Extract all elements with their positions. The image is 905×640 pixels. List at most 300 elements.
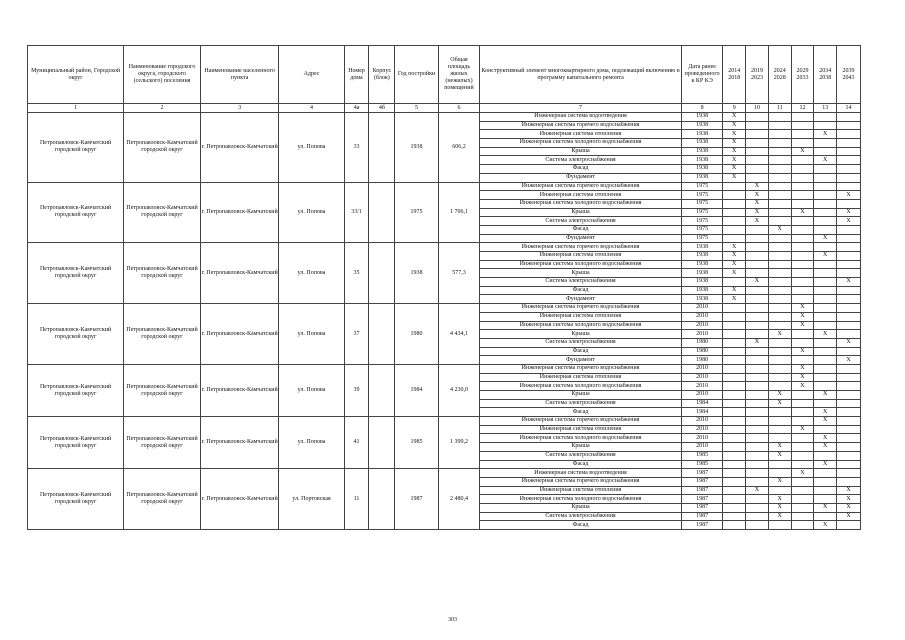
period-mark-cell: X <box>814 391 837 400</box>
locality-cell: г. Петропавловск-Камчатский <box>200 113 279 183</box>
settlement-cell: Петропавловск-Камчатский городской округ <box>124 417 201 469</box>
period-mark-cell: X <box>746 191 769 200</box>
period-mark-cell <box>837 139 861 148</box>
table-row <box>28 182 861 191</box>
element-cell: Крыша <box>480 443 682 452</box>
element-cell: Фасад <box>480 286 682 295</box>
period-mark-cell <box>837 382 861 391</box>
prev-repair-year-cell: 1980 <box>681 338 722 347</box>
period-mark-cell: X <box>791 321 814 330</box>
period-mark-cell <box>768 243 791 252</box>
period-mark-cell <box>814 399 837 408</box>
locality-cell: г. Петропавловск-Камчатский <box>200 364 279 416</box>
settlement-cell: Петропавловск-Камчатский городской округ <box>124 304 201 365</box>
header-locality: Наименование населенного пункта <box>200 46 279 104</box>
column-number: 5 <box>395 104 438 113</box>
period-mark-cell <box>746 286 769 295</box>
period-mark-cell: X <box>814 156 837 165</box>
area-cell: 2 480,4 <box>438 469 479 530</box>
house-cell: 37 <box>344 304 369 365</box>
period-mark-cell: X <box>837 512 861 521</box>
element-cell: Инженерная система отопления <box>480 252 682 261</box>
period-mark-cell <box>746 477 769 486</box>
prev-repair-year-cell: 2010 <box>681 373 722 382</box>
period-mark-cell <box>837 451 861 460</box>
element-cell: Инженерная система водоотведения <box>480 469 682 478</box>
header-element: Конструктивный элемент многоквартирного дома, подлежащий включению в программу капитального ремонта <box>480 46 682 104</box>
house-cell: 39 <box>344 364 369 416</box>
header-block: Корпус (блок) <box>369 46 395 104</box>
period-mark-cell <box>723 443 746 452</box>
element-cell: Инженерная система водоотведения <box>480 113 682 122</box>
period-mark-cell: X <box>723 260 746 269</box>
year-cell: 1985 <box>395 417 438 469</box>
period-mark-cell <box>791 503 814 512</box>
period-mark-cell <box>837 260 861 269</box>
period-mark-cell <box>746 364 769 373</box>
element-cell: Инженерная система горячего водоснабжения <box>480 182 682 191</box>
prev-repair-year-cell: 1975 <box>681 234 722 243</box>
block-cell <box>369 243 395 304</box>
period-mark-cell <box>768 486 791 495</box>
prev-repair-year-cell: 1938 <box>681 173 722 182</box>
period-mark-cell <box>814 512 837 521</box>
period-mark-cell <box>746 503 769 512</box>
period-mark-cell <box>814 113 837 122</box>
period-mark-cell <box>837 408 861 417</box>
period-mark-cell <box>837 182 861 191</box>
period-mark-cell <box>746 434 769 443</box>
district-cell: Петропавловск-Камчатский городской округ <box>28 417 124 469</box>
period-mark-cell <box>791 113 814 122</box>
period-mark-cell <box>723 312 746 321</box>
element-cell: Фасад <box>480 165 682 174</box>
period-mark-cell <box>746 356 769 365</box>
period-mark-cell <box>723 182 746 191</box>
period-mark-cell <box>791 434 814 443</box>
area-cell: 577,3 <box>438 243 479 304</box>
period-mark-cell <box>814 312 837 321</box>
district-cell: Петропавловск-Камчатский городской округ <box>28 243 124 304</box>
period-mark-cell: X <box>791 373 814 382</box>
period-mark-cell <box>837 113 861 122</box>
element-cell: Система электроснабжения <box>480 217 682 226</box>
period-mark-cell <box>768 199 791 208</box>
settlement-cell: Петропавловск-Камчатский городской округ <box>124 113 201 183</box>
period-mark-cell <box>814 304 837 313</box>
period-mark-cell: X <box>768 391 791 400</box>
period-mark-cell: X <box>814 521 837 530</box>
header-period: 2019 2023 <box>746 46 769 104</box>
period-mark-cell <box>791 295 814 304</box>
period-mark-cell: X <box>723 243 746 252</box>
period-mark-cell <box>791 260 814 269</box>
element-cell: Инженерная система холодного водоснабжения <box>480 434 682 443</box>
period-mark-cell <box>791 182 814 191</box>
period-mark-cell <box>723 434 746 443</box>
prev-repair-year-cell: 1975 <box>681 217 722 226</box>
period-mark-cell <box>837 312 861 321</box>
element-cell: Инженерная система холодного водоснабжения <box>480 199 682 208</box>
period-mark-cell <box>723 521 746 530</box>
period-mark-cell <box>814 477 837 486</box>
period-mark-cell: X <box>746 278 769 287</box>
period-mark-cell <box>723 408 746 417</box>
period-mark-cell <box>768 347 791 356</box>
period-mark-cell <box>814 495 837 504</box>
period-mark-cell <box>791 165 814 174</box>
column-number: 6 <box>438 104 479 113</box>
period-mark-cell: X <box>791 364 814 373</box>
prev-repair-year-cell: 2010 <box>681 443 722 452</box>
period-mark-cell <box>837 321 861 330</box>
period-mark-cell <box>746 347 769 356</box>
period-mark-cell <box>814 382 837 391</box>
period-mark-cell <box>768 260 791 269</box>
period-mark-cell <box>746 173 769 182</box>
period-mark-cell <box>791 121 814 130</box>
period-mark-cell <box>723 391 746 400</box>
period-mark-cell <box>746 495 769 504</box>
column-number: 14 <box>837 104 861 113</box>
period-mark-cell <box>837 477 861 486</box>
prev-repair-year-cell: 1938 <box>681 130 722 139</box>
element-cell: Система электроснабжения <box>480 451 682 460</box>
element-cell: Инженерная система отопления <box>480 486 682 495</box>
period-mark-cell <box>768 139 791 148</box>
period-mark-cell <box>746 225 769 234</box>
street-cell: ул. Попова <box>279 304 344 365</box>
period-mark-cell <box>814 139 837 148</box>
period-mark-cell <box>814 286 837 295</box>
area-cell: 4 434,1 <box>438 304 479 365</box>
period-mark-cell <box>814 208 837 217</box>
period-mark-cell: X <box>791 304 814 313</box>
prev-repair-year-cell: 1938 <box>681 139 722 148</box>
prev-repair-year-cell: 1975 <box>681 208 722 217</box>
period-mark-cell <box>723 199 746 208</box>
period-mark-cell: X <box>723 165 746 174</box>
period-mark-cell: X <box>746 208 769 217</box>
period-mark-cell <box>768 113 791 122</box>
district-cell: Петропавловск-Камчатский городской округ <box>28 182 124 243</box>
element-cell: Инженерная система горячего водоснабжения <box>480 364 682 373</box>
year-cell: 1938 <box>395 243 438 304</box>
period-mark-cell: X <box>837 338 861 347</box>
period-mark-cell <box>723 382 746 391</box>
prev-repair-year-cell: 1938 <box>681 295 722 304</box>
period-mark-cell <box>814 121 837 130</box>
prev-repair-year-cell: 1980 <box>681 356 722 365</box>
period-mark-cell <box>746 399 769 408</box>
period-mark-cell <box>791 512 814 521</box>
prev-repair-year-cell: 1975 <box>681 225 722 234</box>
period-mark-cell <box>768 165 791 174</box>
element-cell: Система электроснабжения <box>480 278 682 287</box>
period-mark-cell <box>746 382 769 391</box>
period-mark-cell <box>837 304 861 313</box>
period-mark-cell: X <box>791 347 814 356</box>
period-mark-cell <box>746 130 769 139</box>
period-mark-cell <box>814 191 837 200</box>
area-cell: 1 399,2 <box>438 417 479 469</box>
prev-repair-year-cell: 1987 <box>681 486 722 495</box>
period-mark-cell <box>814 182 837 191</box>
prev-repair-year-cell: 1938 <box>681 286 722 295</box>
period-mark-cell: X <box>837 356 861 365</box>
column-number: 9 <box>723 104 746 113</box>
element-cell: Инженерная система холодного водоснабжения <box>480 495 682 504</box>
period-mark-cell: X <box>723 139 746 148</box>
column-number: 10 <box>746 104 769 113</box>
period-mark-cell <box>791 243 814 252</box>
period-mark-cell <box>768 217 791 226</box>
period-mark-cell <box>791 486 814 495</box>
street-cell: ул. Попова <box>279 113 344 183</box>
prev-repair-year-cell: 1938 <box>681 269 722 278</box>
period-mark-cell <box>837 286 861 295</box>
element-cell: Фасад <box>480 225 682 234</box>
period-mark-cell <box>723 451 746 460</box>
period-mark-cell <box>723 191 746 200</box>
header-district: Муниципальный район, Городской округ <box>28 46 124 104</box>
column-number: 4а <box>344 104 369 113</box>
period-mark-cell <box>768 234 791 243</box>
period-mark-cell <box>837 521 861 530</box>
period-mark-cell <box>791 338 814 347</box>
period-mark-cell <box>837 417 861 426</box>
period-mark-cell <box>791 443 814 452</box>
element-cell: Фундамент <box>480 295 682 304</box>
period-mark-cell: X <box>768 477 791 486</box>
year-cell: 1984 <box>395 364 438 416</box>
page-number: 303 <box>448 617 457 623</box>
element-cell: Фундамент <box>480 234 682 243</box>
column-number: 12 <box>791 104 814 113</box>
period-mark-cell: X <box>768 451 791 460</box>
element-cell: Инженерная система горячего водоснабжения <box>480 121 682 130</box>
period-mark-cell <box>768 208 791 217</box>
period-mark-cell: X <box>791 208 814 217</box>
header-prev-year: Дата ранее проведенного к КР КЭ <box>681 46 722 104</box>
period-mark-cell <box>746 512 769 521</box>
period-mark-cell <box>746 252 769 261</box>
prev-repair-year-cell: 1985 <box>681 451 722 460</box>
period-mark-cell <box>837 295 861 304</box>
period-mark-cell <box>814 451 837 460</box>
period-mark-cell <box>768 338 791 347</box>
period-mark-cell <box>723 364 746 373</box>
prev-repair-year-cell: 1938 <box>681 252 722 261</box>
period-mark-cell <box>791 408 814 417</box>
prev-repair-year-cell: 2010 <box>681 304 722 313</box>
column-number: 7 <box>480 104 682 113</box>
period-mark-cell <box>837 434 861 443</box>
element-cell: Инженерная система холодного водоснабжения <box>480 382 682 391</box>
period-mark-cell <box>768 156 791 165</box>
prev-repair-year-cell: 1938 <box>681 260 722 269</box>
period-mark-cell <box>746 330 769 339</box>
element-cell: Инженерная система отопления <box>480 312 682 321</box>
period-mark-cell <box>746 113 769 122</box>
prev-repair-year-cell: 1987 <box>681 503 722 512</box>
period-mark-cell <box>768 269 791 278</box>
period-mark-cell <box>746 391 769 400</box>
period-mark-cell <box>746 408 769 417</box>
period-mark-cell <box>746 443 769 452</box>
period-mark-cell: X <box>768 495 791 504</box>
period-mark-cell <box>746 260 769 269</box>
settlement-cell: Петропавловск-Камчатский городской округ <box>124 364 201 416</box>
house-cell: 11 <box>344 469 369 530</box>
element-cell: Инженерная система холодного водоснабжения <box>480 321 682 330</box>
period-mark-cell <box>837 252 861 261</box>
period-mark-cell <box>723 469 746 478</box>
period-mark-cell: X <box>837 217 861 226</box>
district-cell: Петропавловск-Камчатский городской округ <box>28 469 124 530</box>
period-mark-cell <box>791 417 814 426</box>
column-number-row <box>28 104 861 113</box>
period-mark-cell <box>814 356 837 365</box>
prev-repair-year-cell: 2010 <box>681 425 722 434</box>
header-row <box>28 46 861 104</box>
period-mark-cell <box>814 199 837 208</box>
period-mark-cell: X <box>723 156 746 165</box>
prev-repair-year-cell: 1938 <box>681 156 722 165</box>
period-mark-cell <box>814 269 837 278</box>
element-cell: Крыша <box>480 269 682 278</box>
year-cell: 1987 <box>395 469 438 530</box>
period-mark-cell: X <box>746 338 769 347</box>
prev-repair-year-cell: 1980 <box>681 347 722 356</box>
element-cell: Крыша <box>480 391 682 400</box>
period-mark-cell: X <box>814 443 837 452</box>
period-mark-cell <box>768 460 791 469</box>
period-mark-cell <box>768 434 791 443</box>
element-cell: Инженерная система отопления <box>480 191 682 200</box>
table-body <box>28 104 861 530</box>
prev-repair-year-cell: 2010 <box>681 382 722 391</box>
period-mark-cell <box>746 295 769 304</box>
period-mark-cell: X <box>837 278 861 287</box>
element-cell: Инженерная система горячего водоснабжения <box>480 417 682 426</box>
element-cell: Фасад <box>480 521 682 530</box>
period-mark-cell: X <box>723 295 746 304</box>
period-mark-cell <box>791 278 814 287</box>
period-mark-cell <box>814 260 837 269</box>
period-mark-cell <box>768 286 791 295</box>
header-period: 2014 2018 <box>723 46 746 104</box>
period-mark-cell <box>746 521 769 530</box>
period-mark-cell <box>814 165 837 174</box>
period-mark-cell: X <box>746 182 769 191</box>
period-mark-cell <box>814 147 837 156</box>
house-cell: 33/1 <box>344 182 369 243</box>
period-mark-cell <box>746 321 769 330</box>
period-mark-cell <box>768 130 791 139</box>
period-mark-cell <box>814 338 837 347</box>
prev-repair-year-cell: 2010 <box>681 330 722 339</box>
column-number: 3 <box>200 104 279 113</box>
prev-repair-year-cell: 1938 <box>681 165 722 174</box>
element-cell: Инженерная система отопления <box>480 130 682 139</box>
period-mark-cell <box>837 399 861 408</box>
period-mark-cell <box>791 269 814 278</box>
district-cell: Петропавловск-Камчатский городской округ <box>28 304 124 365</box>
prev-repair-year-cell: 2010 <box>681 391 722 400</box>
prev-repair-year-cell: 1938 <box>681 121 722 130</box>
period-mark-cell <box>837 156 861 165</box>
element-cell: Система электроснабжения <box>480 399 682 408</box>
period-mark-cell <box>837 130 861 139</box>
table-row <box>28 364 861 373</box>
prev-repair-year-cell: 1975 <box>681 191 722 200</box>
element-cell: Инженерная система отопления <box>480 373 682 382</box>
period-mark-cell <box>768 173 791 182</box>
period-mark-cell <box>768 191 791 200</box>
period-mark-cell <box>768 312 791 321</box>
period-mark-cell: X <box>723 130 746 139</box>
period-mark-cell <box>746 304 769 313</box>
table-row <box>28 113 861 122</box>
element-cell: Инженерная система горячего водоснабжения <box>480 243 682 252</box>
prev-repair-year-cell: 2010 <box>681 321 722 330</box>
street-cell: ул. Портовская <box>279 469 344 530</box>
element-cell: Крыша <box>480 147 682 156</box>
period-mark-cell: X <box>791 382 814 391</box>
period-mark-cell <box>768 382 791 391</box>
period-mark-cell <box>791 477 814 486</box>
prev-repair-year-cell: 2010 <box>681 417 722 426</box>
period-mark-cell <box>746 451 769 460</box>
street-cell: ул. Попова <box>279 417 344 469</box>
period-mark-cell <box>837 173 861 182</box>
header-period: 2029 2033 <box>791 46 814 104</box>
block-cell <box>369 417 395 469</box>
column-number: 13 <box>814 104 837 113</box>
period-mark-cell <box>746 460 769 469</box>
period-mark-cell <box>791 217 814 226</box>
element-cell: Фасад <box>480 347 682 356</box>
period-mark-cell: X <box>837 495 861 504</box>
district-cell: Петропавловск-Камчатский городской округ <box>28 113 124 183</box>
period-mark-cell <box>791 130 814 139</box>
year-cell: 1975 <box>395 182 438 243</box>
element-cell: Инженерная система отопления <box>480 425 682 434</box>
period-mark-cell <box>837 243 861 252</box>
period-mark-cell: X <box>814 234 837 243</box>
period-mark-cell <box>837 269 861 278</box>
period-mark-cell <box>791 460 814 469</box>
element-cell: Инженерная система холодного водоснабжения <box>480 260 682 269</box>
period-mark-cell <box>837 225 861 234</box>
period-mark-cell <box>723 217 746 226</box>
period-mark-cell: X <box>791 425 814 434</box>
block-cell <box>369 364 395 416</box>
period-mark-cell <box>837 469 861 478</box>
period-mark-cell <box>746 469 769 478</box>
period-mark-cell <box>723 425 746 434</box>
header-settlement: Наименование городского округа, городского (сельского) поселения <box>124 46 201 104</box>
period-mark-cell: X <box>837 486 861 495</box>
period-mark-cell <box>723 356 746 365</box>
year-cell: 1938 <box>395 113 438 183</box>
period-mark-cell <box>768 304 791 313</box>
period-mark-cell <box>746 147 769 156</box>
period-mark-cell: X <box>768 225 791 234</box>
period-mark-cell: X <box>723 113 746 122</box>
period-mark-cell: X <box>814 460 837 469</box>
